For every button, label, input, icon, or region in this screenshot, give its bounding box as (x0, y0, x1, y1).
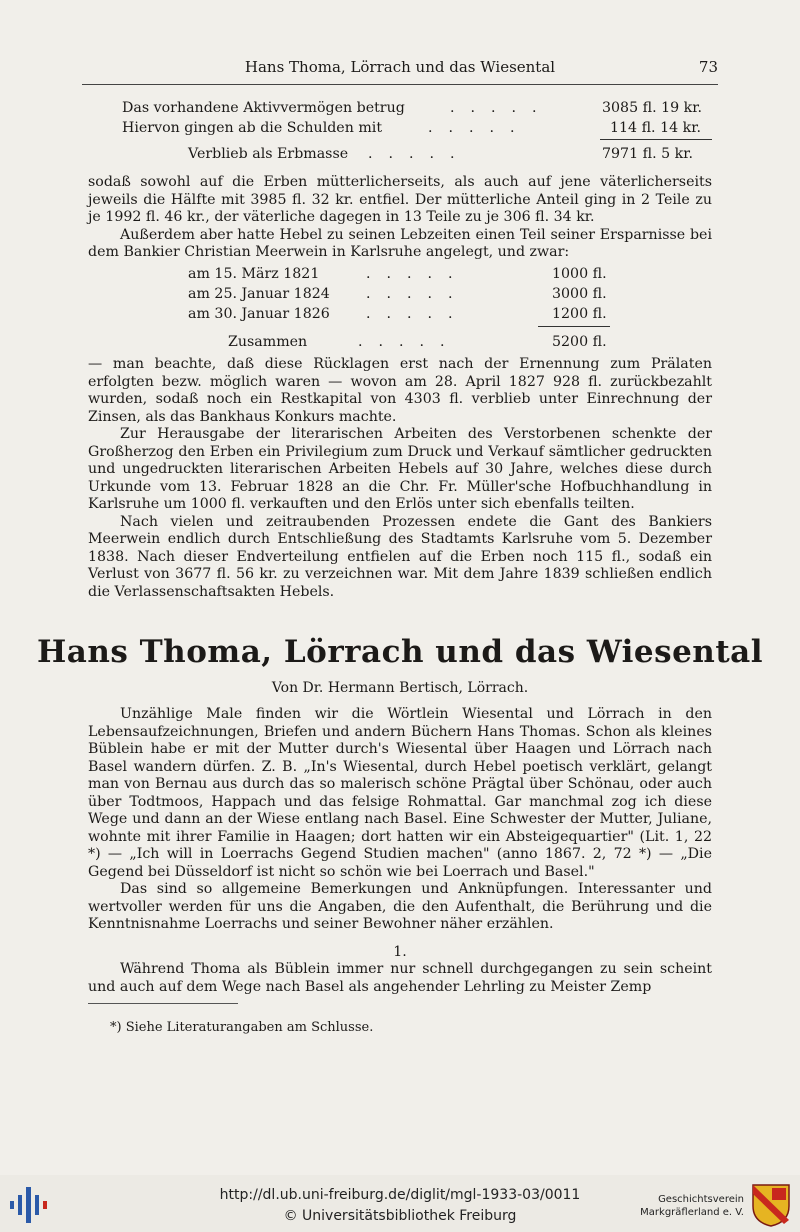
ledger-dots: ..... (428, 120, 531, 136)
article-byline: Von Dr. Hermann Bertisch, Lörrach. (271, 680, 529, 696)
section-number: 1. (393, 943, 407, 960)
viewer-footer (0, 1175, 800, 1232)
deposit-row (88, 266, 712, 286)
page-number: 73 (698, 58, 718, 76)
text-block-1 (88, 174, 712, 262)
deposit-amount: 1200 fl. (552, 306, 607, 322)
ledger-row (88, 146, 712, 166)
paragraph: — man beachte, daß diese Rücklagen erst nach der Ernennung zum Prälaten erfolgten bezw. möglich waren — wovon am 28. April 1827 928 fl. zurückbezahlt wurden, sodaß noch ein Restkapital von 4303 fl. verblieb unter Einrechnung der Zinsen, als das Bankhaus Konkurs machte. (88, 356, 712, 425)
ledger-dots: ..... (368, 146, 471, 162)
ledger-amount: 7971 fl. 5 kr. (602, 146, 693, 162)
source-url-link[interactable]: http://dl.ub.uni-freiburg.de/diglit/mgl-1933-03/0011 (219, 1187, 581, 1203)
deposit-table (88, 266, 712, 354)
paragraph: Zur Herausgabe der literarischen Arbeiten des Verstorbenen schenkte der Großherzog den Erben ein Privilegium zum Druck und Verkauf sämtlicher gedruckten und ungedruckten literarischen Arbeiten Hebels auf 30 Jahre, welches diese durch Urkunde vom 13. Februar 1828 an die Chr. Fr. Müller'sche Hofbuchhandlung in Karlsruhe um 1000 fl. verkauften und den Erlös unter sich ebenfalls teilten. (88, 426, 712, 512)
deposit-total: 5200 fl. (552, 334, 607, 350)
paragraph: sodaß sowohl auf die Erben mütterlicherseits, als auch auf jene väterlicherseits jeweils die Hälfte mit 3985 fl. 32 kr. entfiel. Der mütterliche Anteil ging in 2 Teile zu je 1992 fl. 46 kr., der väterliche dagegen in 13 Teile zu je 306 fl. 34 kr. (88, 174, 712, 225)
deposit-date: am 25. Januar 1824 (188, 286, 330, 302)
society-line: Geschichtsverein (658, 1194, 744, 1205)
deposit-total-label: Zusammen (228, 334, 308, 350)
copyright-notice: © Universitätsbibliothek Freiburg (283, 1208, 517, 1224)
ledger-row (88, 120, 712, 140)
ledger-label: Das vorhandene Aktivvermögen betrug (122, 100, 405, 116)
ledger-table (88, 100, 712, 166)
paragraph: Unzählige Male finden wir die Wörtlein Wiesental und Lörrach in den Lebensaufzeichnungen, Briefen und andern Büchern Hans Thomas. Schon als kleines Büblein habe er mit der Mutter durch's Wiesental über Haagen und Lörrach nach Basel wandern dürfen. Z. B. „In's Wiesental, durch Hebel poetisch verklärt, gelangt man von Bernau aus durch das so malerisch schöne Prägtal über Schönau, oder auch über Todtmoos, Happach und das felsige Rohmattal. Gar manchmal zog ich diese Wege und dann an der Wiese entlang nach Basel. Eine Schwester der Mutter, Juliane, wohnte mit ihrer Familie in Haagen; dort hatten wir ein Absteigequartier" (Lit. 1, 22 *) — „Ich will in Loerrachs Gegend Studien machen" (anno 1867. 2, 72 *) — „Die Gegend bei Düsseldorf ist nicht so schön wie bei Loerrach und Basel." (88, 706, 712, 880)
ledger-dots: ..... (450, 100, 553, 116)
deposit-row (88, 306, 712, 326)
deposit-dots: ..... (366, 266, 469, 282)
deposit-amount: 3000 fl. (552, 286, 607, 302)
article-title: Hans Thoma, Lörrach und das Wiesental (36, 634, 764, 670)
ledger-row (88, 100, 712, 120)
text-block-2 (88, 356, 712, 601)
ledger-amount: 114 fl. 14 kr. (610, 120, 701, 136)
ledger-label: Hiervon gingen ab die Schulden mit (122, 120, 383, 136)
deposit-row (88, 286, 712, 306)
text-block-3 (88, 706, 712, 996)
sum-rule (600, 139, 712, 140)
deposit-dots: ..... (366, 286, 469, 302)
deposit-date: am 15. März 1821 (188, 266, 320, 282)
paragraph: Während Thoma als Büblein immer nur schnell durchgegangen zu sein scheint und auch auf dem Wege nach Basel als angehender Lehrling zu Meister Zemp (88, 961, 712, 995)
footnote-rule (88, 1003, 238, 1004)
markgraeflerland-crest-icon (750, 1182, 792, 1228)
deposit-amount: 1000 fl. (552, 266, 607, 282)
ledger-amount: 3085 fl. 19 kr. (602, 100, 702, 116)
deposit-row (88, 334, 712, 354)
paragraph: Außerdem aber hatte Hebel zu seinen Lebzeiten einen Teil seiner Ersparnisse bei dem Bankier Christian Meerwein in Karlsruhe angelegt, und zwar: (88, 226, 712, 260)
sum-rule (538, 326, 610, 327)
deposit-date: am 30. Januar 1826 (188, 306, 330, 322)
paragraph: Das sind so allgemeine Bemerkungen und Anknüpfungen. Interessanter und wertvoller werden für uns die Angaben, die den Aufenthalt, die Berührung und die Kenntnisnahme Loerrachs und seiner Bewohner näher erzählen. (88, 881, 712, 932)
page-header (82, 58, 718, 85)
paragraph: Nach vielen und zeitraubenden Prozessen endete die Gant des Bankiers Meerwein endlich durch Entschließung des Stadtamts Karlsruhe vom 5. Dezember 1838. Nach dieser Endverteilung entfielen auf die Erben noch 115 fl., sodaß ein Verlust von 3677 fl. 56 kr. zu verzeichnen war. Mit dem Jahre 1839 schließen endlich die Verlassenschaftsakten Hebels. (88, 513, 712, 600)
deposit-dots: ..... (358, 334, 461, 350)
ledger-label: Verblieb als Erbmasse (188, 146, 349, 162)
deposit-dots: ..... (366, 306, 469, 322)
society-name (640, 1193, 744, 1219)
society-line: Markgräflerland e. V. (640, 1207, 744, 1218)
running-title: Hans Thoma, Lörrach und das Wiesental (244, 58, 556, 76)
footnote: *) Siehe Literaturangaben am Schlusse. (110, 1020, 374, 1035)
